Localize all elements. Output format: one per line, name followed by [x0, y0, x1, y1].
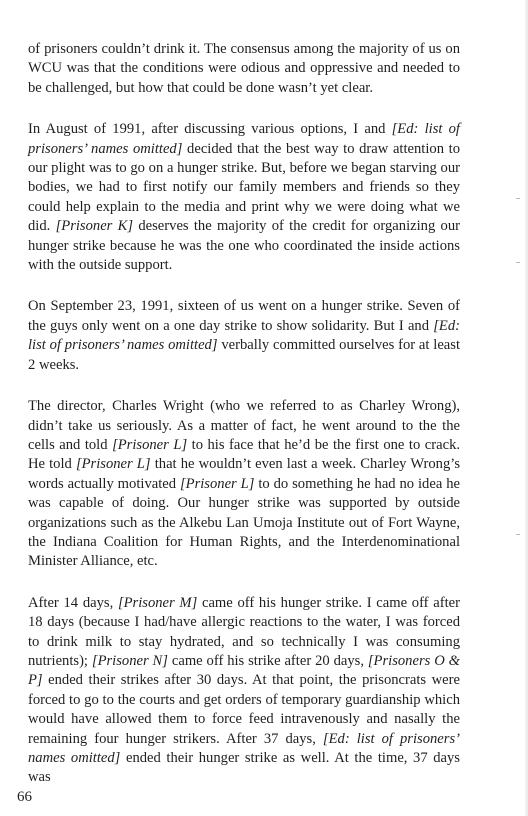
text-run: ended their strikes after 30 days. At that point, the prisoncrats were forced to go to the courts and get orders of temporary guardianship which would have allowed them to force feed intravenously and nasally the remaining four hunger strikers. After 37 days, [28, 672, 460, 747]
text-run: decided that the best way to draw attention to our plight was to go on a hunger strike. But, before we began starving our bodies, we had to first notify our family members and friends so they could help explain to the media and print why we were doing what we did. [28, 140, 461, 235]
page-body [28, 40, 460, 810]
redacted-name-note: [Ed: list of prisoners’ names omitted] [28, 317, 460, 354]
text-run: verbally committed ourselves for at least 2 weeks. [28, 337, 461, 373]
text-run: On September 23, 1991, sixteen of us went on a hunger strike. Seven of the guys only went on a one day strike to show solidarity. But I and [28, 298, 460, 334]
text-run: deserves the majority of the credit for organizing our hunger strike because he was the one who coordinated the inside actions with the outside support. [28, 218, 460, 274]
paragraph-1 [28, 40, 460, 98]
margin-mark [516, 262, 520, 263]
text-run: In August of 1991, after discussing various options, I and [28, 121, 392, 138]
paragraph-3 [28, 297, 460, 375]
text-run: ended their hunger strike as well. At the time, 37 days was [28, 750, 460, 786]
redacted-name-note: [Prisoner N] [91, 652, 168, 669]
redacted-name-note: [Prisoner K] [55, 218, 134, 235]
text-run: to do something he had no idea he was capable of doing. Our hunger strike was supported by outside organizations such as the Alkebu Lan Umoja Institute out of Fort Wayne, the Indiana Coalition for Human Rights, and the Interdenominational Minister Alliance, etc. [28, 475, 460, 570]
redacted-name-note: [Prisoner L] [75, 456, 151, 473]
margin-mark [516, 534, 520, 535]
redacted-name-note: [Prisoner M] [117, 594, 198, 611]
text-run: of prisoners couldn’t drink it. The consensus among the majority of us on WCU was that the conditions were odious and oppressive and needed to be challenged, but how that could be done wasn’t yet clear. [28, 41, 460, 96]
text-run: that he wouldn’t even last a week. Charley Wrong’s words actually motivated [28, 456, 460, 492]
text-run: The director, Charles Wright (who we referred to as Charley Wrong), didn’t take us seriously. As a matter of fact, he went around to the the cells and told [28, 398, 460, 453]
text-run: came off his strike after 20 days, [167, 652, 368, 669]
redacted-name-note: [Prisoner L] [179, 475, 255, 492]
text-run: to his face that he’d be the first one to crack. He told [28, 436, 461, 473]
margin-mark [516, 198, 520, 199]
redacted-name-note: [Prisoner L] [112, 436, 188, 453]
text-run: After 14 days, [28, 594, 118, 611]
page-number: 66 [17, 789, 32, 805]
paragraph-2 [28, 120, 460, 275]
redacted-name-note: [Ed: list of prisoners’ names omitted] [28, 730, 461, 766]
paragraph-5 [28, 594, 460, 788]
text-run: came off his hunger strike. I came off after 18 days (because I had/have allergic reactions to the water, I was forced to drink milk to stay hydrated, and so technically I was consuming nutrients); [28, 594, 460, 669]
redacted-name-note: [Ed: list of prisoners’ names omitted] [28, 121, 460, 157]
redacted-name-note: [Prisoners O & P] [28, 652, 460, 689]
paragraph-4 [28, 397, 460, 572]
